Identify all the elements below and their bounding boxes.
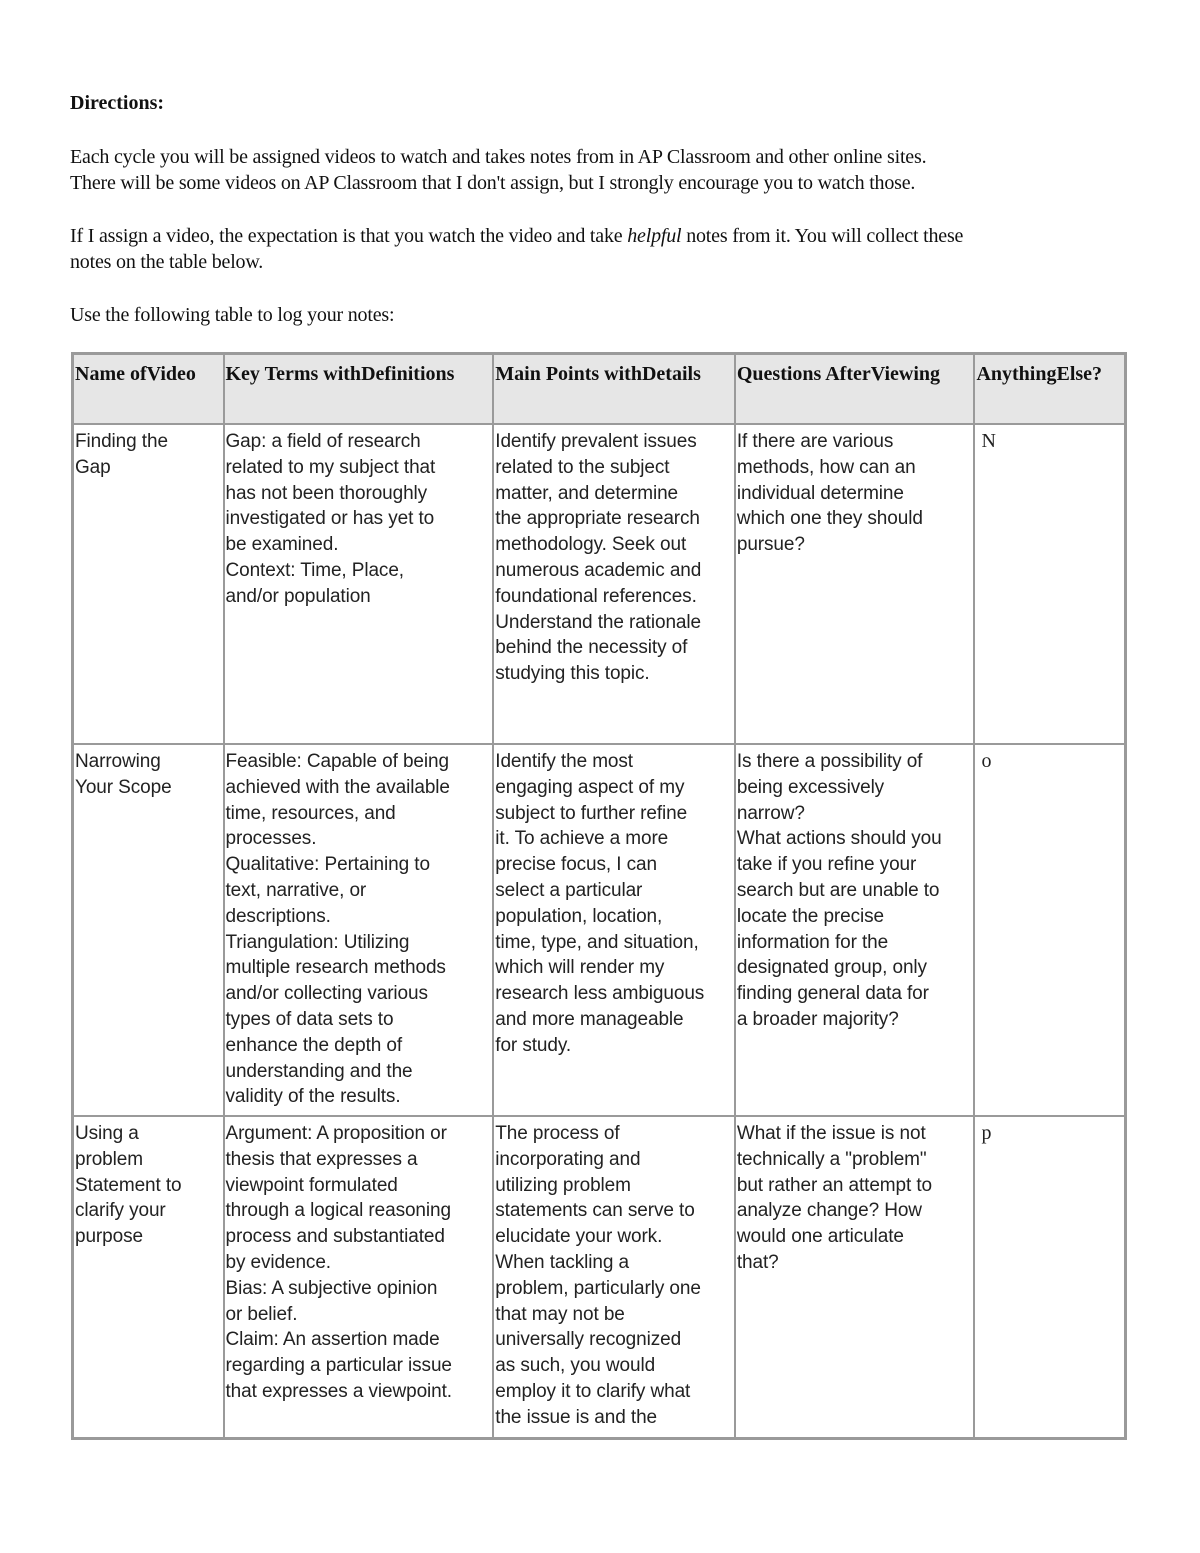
cell-text-line: When tackling a: [495, 1251, 629, 1273]
cell-text-line: achieved with the available: [225, 776, 450, 798]
cell-text-line: numerous academic and: [495, 559, 702, 581]
paragraph-line: [70, 223, 1140, 249]
cell-text-line: by evidence.: [225, 1251, 331, 1273]
header-anything-else: AnythingElse?: [974, 354, 1125, 425]
cell-text-line: related to my subject that: [225, 456, 436, 478]
text-run: If I assign a video, the expectation is that you watch the video and take: [70, 225, 628, 247]
cell-text-line: research less ambiguous: [495, 983, 705, 1005]
cell-text-line: regarding a particular issue: [225, 1355, 452, 1377]
cell-text-line: time, resources, and: [225, 802, 396, 824]
cell-questions[interactable]: [735, 424, 975, 744]
directions-paragraph-3: Use the following table to log your notes:: [70, 304, 395, 326]
cell-text-line: thesis that expresses a: [225, 1148, 418, 1170]
cell-text-line: subject to further refine: [495, 802, 688, 824]
cell-text-line: locate the precise: [736, 905, 884, 927]
cell-text-line: Identify prevalent issues: [495, 431, 697, 452]
emphasis-text: helpful: [627, 225, 682, 247]
cell-text-line: investigated or has yet to: [225, 508, 435, 530]
cell-text-line: narrow?: [736, 802, 805, 824]
cell-key-terms[interactable]: [224, 744, 494, 1116]
cell-text-line: population, location,: [495, 905, 663, 927]
cell-main-points[interactable]: [493, 424, 735, 744]
cell-text-line: behind the necessity of: [495, 637, 688, 659]
cell-anything-else[interactable]: o: [974, 744, 1125, 1116]
cell-text-line: that?: [736, 1251, 779, 1273]
cell-text-line: take if you refine your: [736, 854, 917, 876]
cell-text-line: Your Scope: [75, 776, 172, 798]
cell-text-line: enhance the depth of: [225, 1034, 403, 1056]
cell-video-name[interactable]: [73, 1116, 224, 1439]
cell-text-line: and more manageable: [495, 1008, 684, 1030]
paragraph-line: notes on the table below.: [70, 251, 264, 273]
cell-text-line: What actions should you: [736, 828, 942, 850]
cell-text-line: problem: [75, 1148, 143, 1170]
cell-text-line: which will render my: [495, 957, 665, 979]
cell-questions[interactable]: [735, 1116, 975, 1439]
cell-text-line: methods, how can an: [736, 456, 916, 478]
cell-text-line: clarify your: [75, 1200, 166, 1222]
cell-text-line: foundational references.: [495, 585, 697, 607]
cell-questions[interactable]: [735, 744, 975, 1116]
cell-text-line: multiple research methods: [225, 957, 446, 979]
cell-text-line: purpose: [75, 1226, 143, 1248]
cell-text-line: types of data sets to: [225, 1008, 394, 1030]
table-row: [73, 1116, 1126, 1439]
cell-text-line: Bias: A subjective opinion: [225, 1277, 438, 1299]
cell-text-line: search but are unable to: [736, 879, 940, 901]
cell-text-line: Identify the most: [495, 751, 633, 772]
cell-text-line: precise focus, I can: [495, 854, 657, 876]
cell-text-line: If there are various: [736, 431, 894, 452]
cell-text-line: would one articulate: [736, 1226, 904, 1248]
cell-text-line: What if the issue is not: [736, 1123, 926, 1144]
cell-text-line: validity of the results.: [225, 1086, 401, 1108]
cell-text-line: or belief.: [225, 1303, 298, 1325]
cell-text-line: and/or population: [225, 585, 371, 607]
header-key-terms: Key Terms withDefinitions: [224, 354, 494, 425]
header-questions: Questions AfterViewing: [735, 354, 975, 425]
cell-video-name[interactable]: [73, 424, 224, 744]
cell-text-line: technically a "problem": [736, 1148, 927, 1170]
cell-text-line: select a particular: [495, 879, 643, 901]
cell-text-line: Triangulation: Utilizing: [225, 931, 410, 953]
cell-text-line: be examined.: [225, 534, 339, 556]
cell-text-line: studying this topic.: [495, 663, 650, 685]
cell-text-line: a broader majority?: [736, 1008, 899, 1030]
cell-text-line: incorporating and: [495, 1148, 641, 1170]
cell-text-line: problem, particularly one: [495, 1277, 701, 1299]
cell-text-line: but rather an attempt to: [736, 1174, 932, 1196]
directions-paragraph-1: [70, 144, 1140, 196]
cell-text-line: which one they should: [736, 508, 923, 530]
cell-text-line: Understand the rationale: [495, 611, 701, 633]
cell-main-points[interactable]: [493, 744, 735, 1116]
paragraph-line: Each cycle you will be assigned videos to watch and takes notes from in AP Classroom and other online sites.: [70, 146, 927, 168]
cell-text-line: universally recognized: [495, 1329, 682, 1351]
cell-text-line: Statement to: [75, 1174, 182, 1196]
directions-paragraph-2: [70, 223, 1140, 275]
paragraph-line: There will be some videos on AP Classroom that I don't assign, but I strongly encourage you to watch those.: [70, 172, 916, 194]
table-header-row: [73, 354, 1126, 425]
cell-text-line: engaging aspect of my: [495, 776, 685, 798]
cell-text-line: designated group, only: [736, 957, 927, 979]
directions-heading: Directions:: [70, 92, 165, 114]
cell-text-line: Finding the: [75, 431, 168, 452]
cell-text-line: information for the: [736, 931, 889, 953]
cell-text-line: viewpoint formulated: [225, 1174, 398, 1196]
cell-text-line: descriptions.: [225, 905, 331, 927]
cell-text-line: that may not be: [495, 1303, 625, 1325]
cell-text-line: methodology. Seek out: [495, 534, 687, 556]
cell-text-line: that expresses a viewpoint.: [225, 1380, 452, 1402]
cell-text-line: analyze change? How: [736, 1200, 922, 1222]
cell-text-line: Qualitative: Pertaining to: [225, 854, 430, 876]
cell-anything-else[interactable]: p: [974, 1116, 1125, 1439]
cell-text-line: for study.: [495, 1034, 572, 1056]
cell-text-line: being excessively: [736, 776, 885, 798]
cell-text-line: Narrowing: [75, 751, 161, 772]
cell-text-line: employ it to clarify what: [495, 1380, 691, 1402]
cell-text-line: Claim: An assertion made: [225, 1329, 440, 1351]
cell-text-line: matter, and determine: [495, 482, 679, 504]
cell-text-line: The process of: [495, 1123, 620, 1144]
cell-text-line: utilizing problem: [495, 1174, 631, 1196]
table-row: [73, 744, 1126, 1116]
cell-text-line: as such, you would: [495, 1355, 656, 1377]
cell-text-line: finding general data for: [736, 983, 929, 1005]
cell-text-line: and/or collecting various: [225, 983, 428, 1005]
cell-text-line: time, type, and situation,: [495, 931, 699, 953]
cell-text-line: text, narrative, or: [225, 879, 367, 901]
cell-text-line: Gap: a field of research: [225, 431, 421, 452]
header-name-of-video: Name ofVideo: [73, 354, 224, 425]
cell-text-line: has not been thoroughly: [225, 482, 428, 504]
cell-text-line: Using a: [75, 1123, 139, 1144]
cell-main-points[interactable]: [493, 1116, 735, 1439]
cell-text-line: the issue is and the: [495, 1406, 657, 1428]
cell-text-line: individual determine: [736, 482, 904, 504]
cell-text-line: the appropriate research: [495, 508, 700, 530]
notes-table: [71, 352, 1127, 1440]
cell-text-line: elucidate your work.: [495, 1226, 663, 1248]
cell-key-terms[interactable]: [224, 424, 494, 744]
cell-text-line: Feasible: Capable of being: [225, 751, 449, 772]
cell-text-line: Is there a possibility of: [736, 751, 923, 772]
cell-text-line: understanding and the: [225, 1060, 413, 1082]
cell-text-line: statements can serve to: [495, 1200, 695, 1222]
cell-text-line: through a logical reasoning: [225, 1200, 451, 1222]
cell-text-line: processes.: [225, 828, 317, 850]
cell-text-line: Context: Time, Place,: [225, 559, 404, 581]
text-run: notes from it. You will collect these: [681, 225, 964, 247]
table-row: [73, 424, 1126, 744]
cell-text-line: related to the subject: [495, 456, 670, 478]
header-main-points: Main Points withDetails: [493, 354, 735, 425]
cell-anything-else[interactable]: N: [974, 424, 1125, 744]
cell-text-line: pursue?: [736, 534, 805, 556]
cell-text-line: Argument: A proposition or: [225, 1123, 447, 1144]
cell-text-line: Gap: [75, 456, 111, 478]
cell-text-line: process and substantiated: [225, 1226, 445, 1248]
cell-video-name[interactable]: [73, 744, 224, 1116]
cell-key-terms[interactable]: [224, 1116, 494, 1439]
cell-text-line: it. To achieve a more: [495, 828, 669, 850]
